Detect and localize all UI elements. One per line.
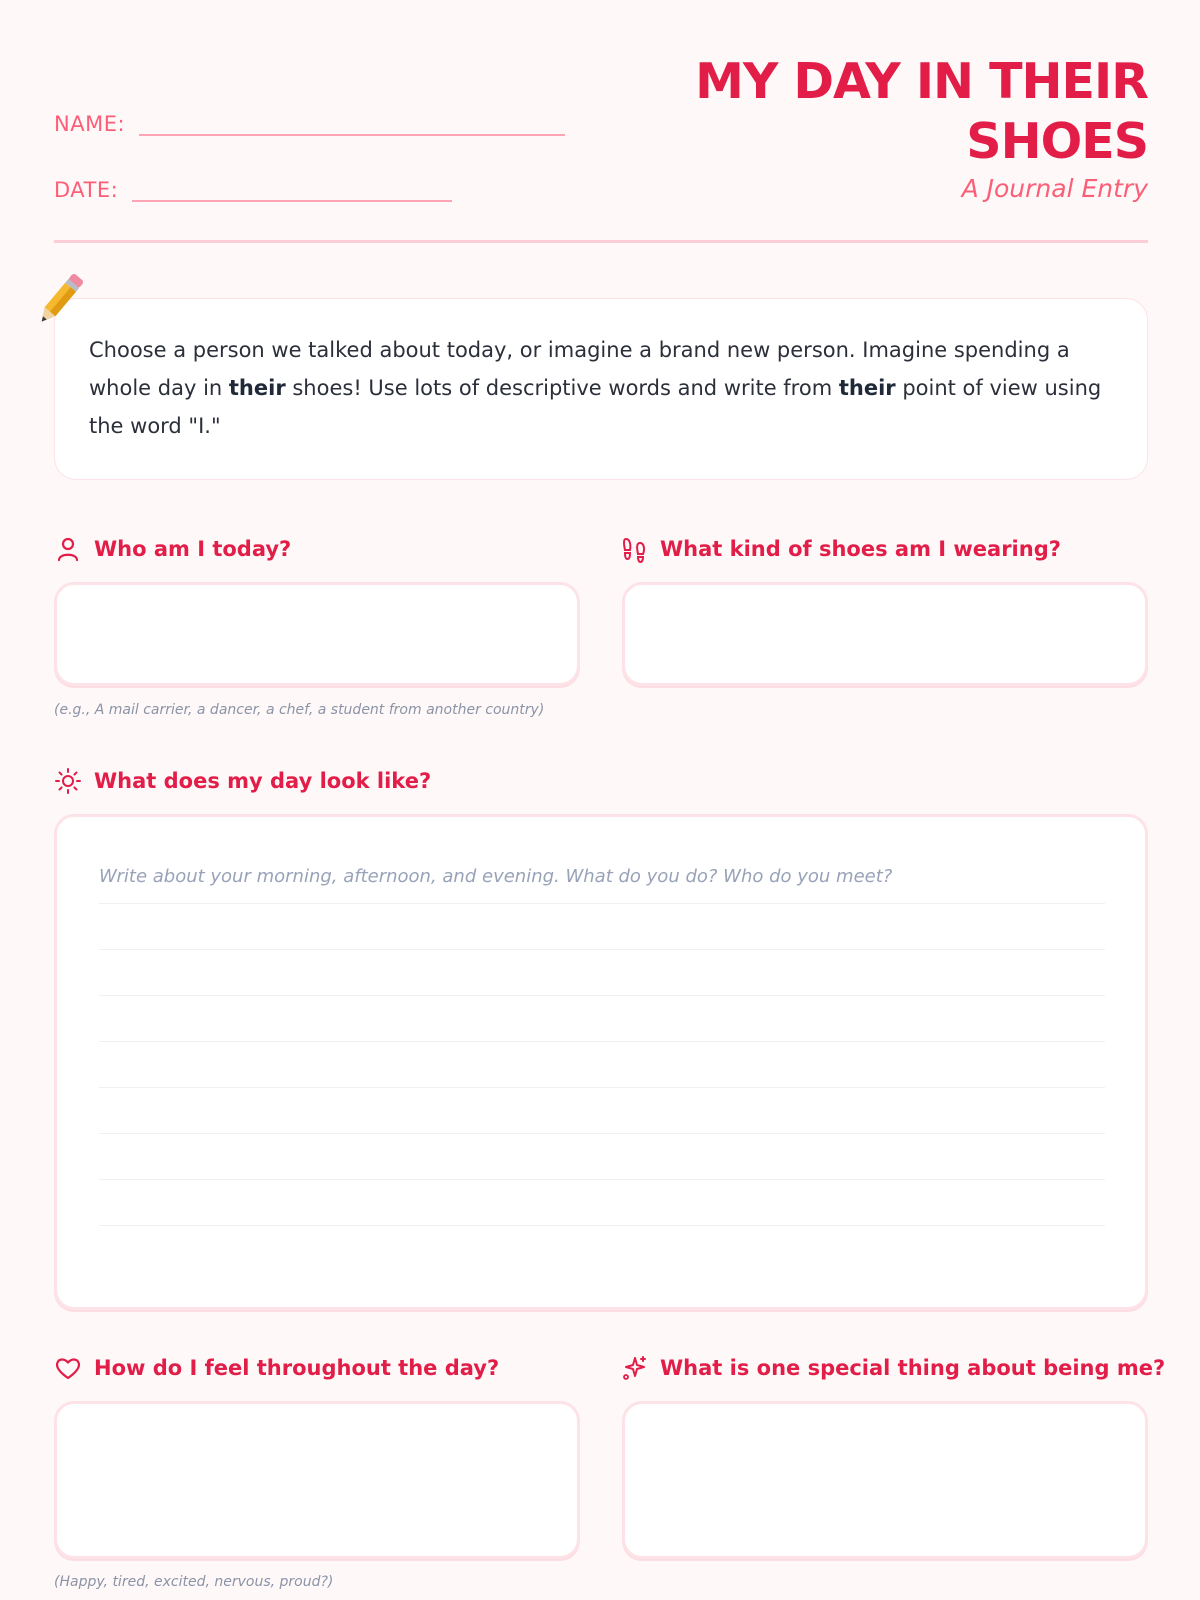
- writing-line: [99, 1179, 1105, 1225]
- page-title-line-1: MY DAY IN THEIR: [695, 53, 1148, 110]
- name-input-line[interactable]: [139, 114, 565, 136]
- person-icon: [54, 535, 82, 563]
- section-title-special: What is one special thing about being me?: [660, 1356, 1166, 1380]
- instructions-text-2: shoes! Use lots of descriptive words and write from: [285, 376, 839, 400]
- feel-answer-box[interactable]: [54, 1401, 580, 1559]
- section-heading-special: [620, 1354, 1165, 1382]
- section-heading-shoes: [620, 535, 1061, 563]
- date-input-line[interactable]: [132, 180, 452, 202]
- instructions-card: [54, 298, 1148, 480]
- pencil-icon: [26, 268, 92, 334]
- section-title-who: Who am I today?: [94, 537, 292, 561]
- feel-hint: (Happy, tired, excited, nervous, proud?): [54, 1574, 334, 1590]
- section-heading-who: [54, 535, 291, 563]
- special-answer-box[interactable]: [622, 1401, 1148, 1559]
- writing-line: [99, 995, 1105, 1041]
- section-title-shoes: What kind of shoes am I wearing?: [660, 537, 1061, 561]
- instructions-bold-1: their: [228, 376, 286, 400]
- instructions-text-3: point of view using the word "I.": [89, 376, 1102, 438]
- instructions-text-1: Choose a person we talked about today, or imagine a brand new person. Imagine spending a whole day in: [89, 338, 1070, 400]
- writing-line: [99, 1087, 1105, 1133]
- writing-line: [99, 1041, 1105, 1087]
- day-answer-box[interactable]: [54, 814, 1148, 1310]
- writing-line: [99, 1133, 1105, 1179]
- writing-line: [99, 903, 1105, 949]
- date-field-row: [54, 178, 452, 202]
- sun-icon: [54, 767, 82, 795]
- section-heading-feel: [54, 1354, 499, 1382]
- heart-icon: [54, 1354, 82, 1382]
- instructions-bold-2: their: [838, 376, 896, 400]
- name-field-row: [54, 112, 565, 136]
- writing-line: [99, 949, 1105, 995]
- sparkles-icon: [620, 1354, 648, 1382]
- writing-lines: [99, 903, 1105, 1271]
- writing-line: [99, 1225, 1105, 1271]
- day-placeholder: Write about your morning, afternoon, and evening. What do you do? Who do you meet?: [99, 866, 893, 887]
- section-heading-day: [54, 767, 431, 795]
- footprints-icon: [620, 535, 648, 563]
- page-subtitle: A Journal Entry: [961, 174, 1148, 203]
- header-divider: [54, 240, 1148, 243]
- name-label: NAME:: [54, 112, 126, 136]
- who-hint: (e.g., A mail carrier, a dancer, a chef, a student from another country): [54, 702, 545, 718]
- who-answer-box[interactable]: [54, 582, 580, 686]
- section-title-day: What does my day look like?: [94, 769, 432, 793]
- section-title-feel: How do I feel throughout the day?: [94, 1356, 500, 1380]
- page-title-line-2: SHOES: [966, 113, 1148, 170]
- page-title: [548, 52, 1148, 172]
- date-label: DATE:: [54, 178, 119, 202]
- shoes-answer-box[interactable]: [622, 582, 1148, 686]
